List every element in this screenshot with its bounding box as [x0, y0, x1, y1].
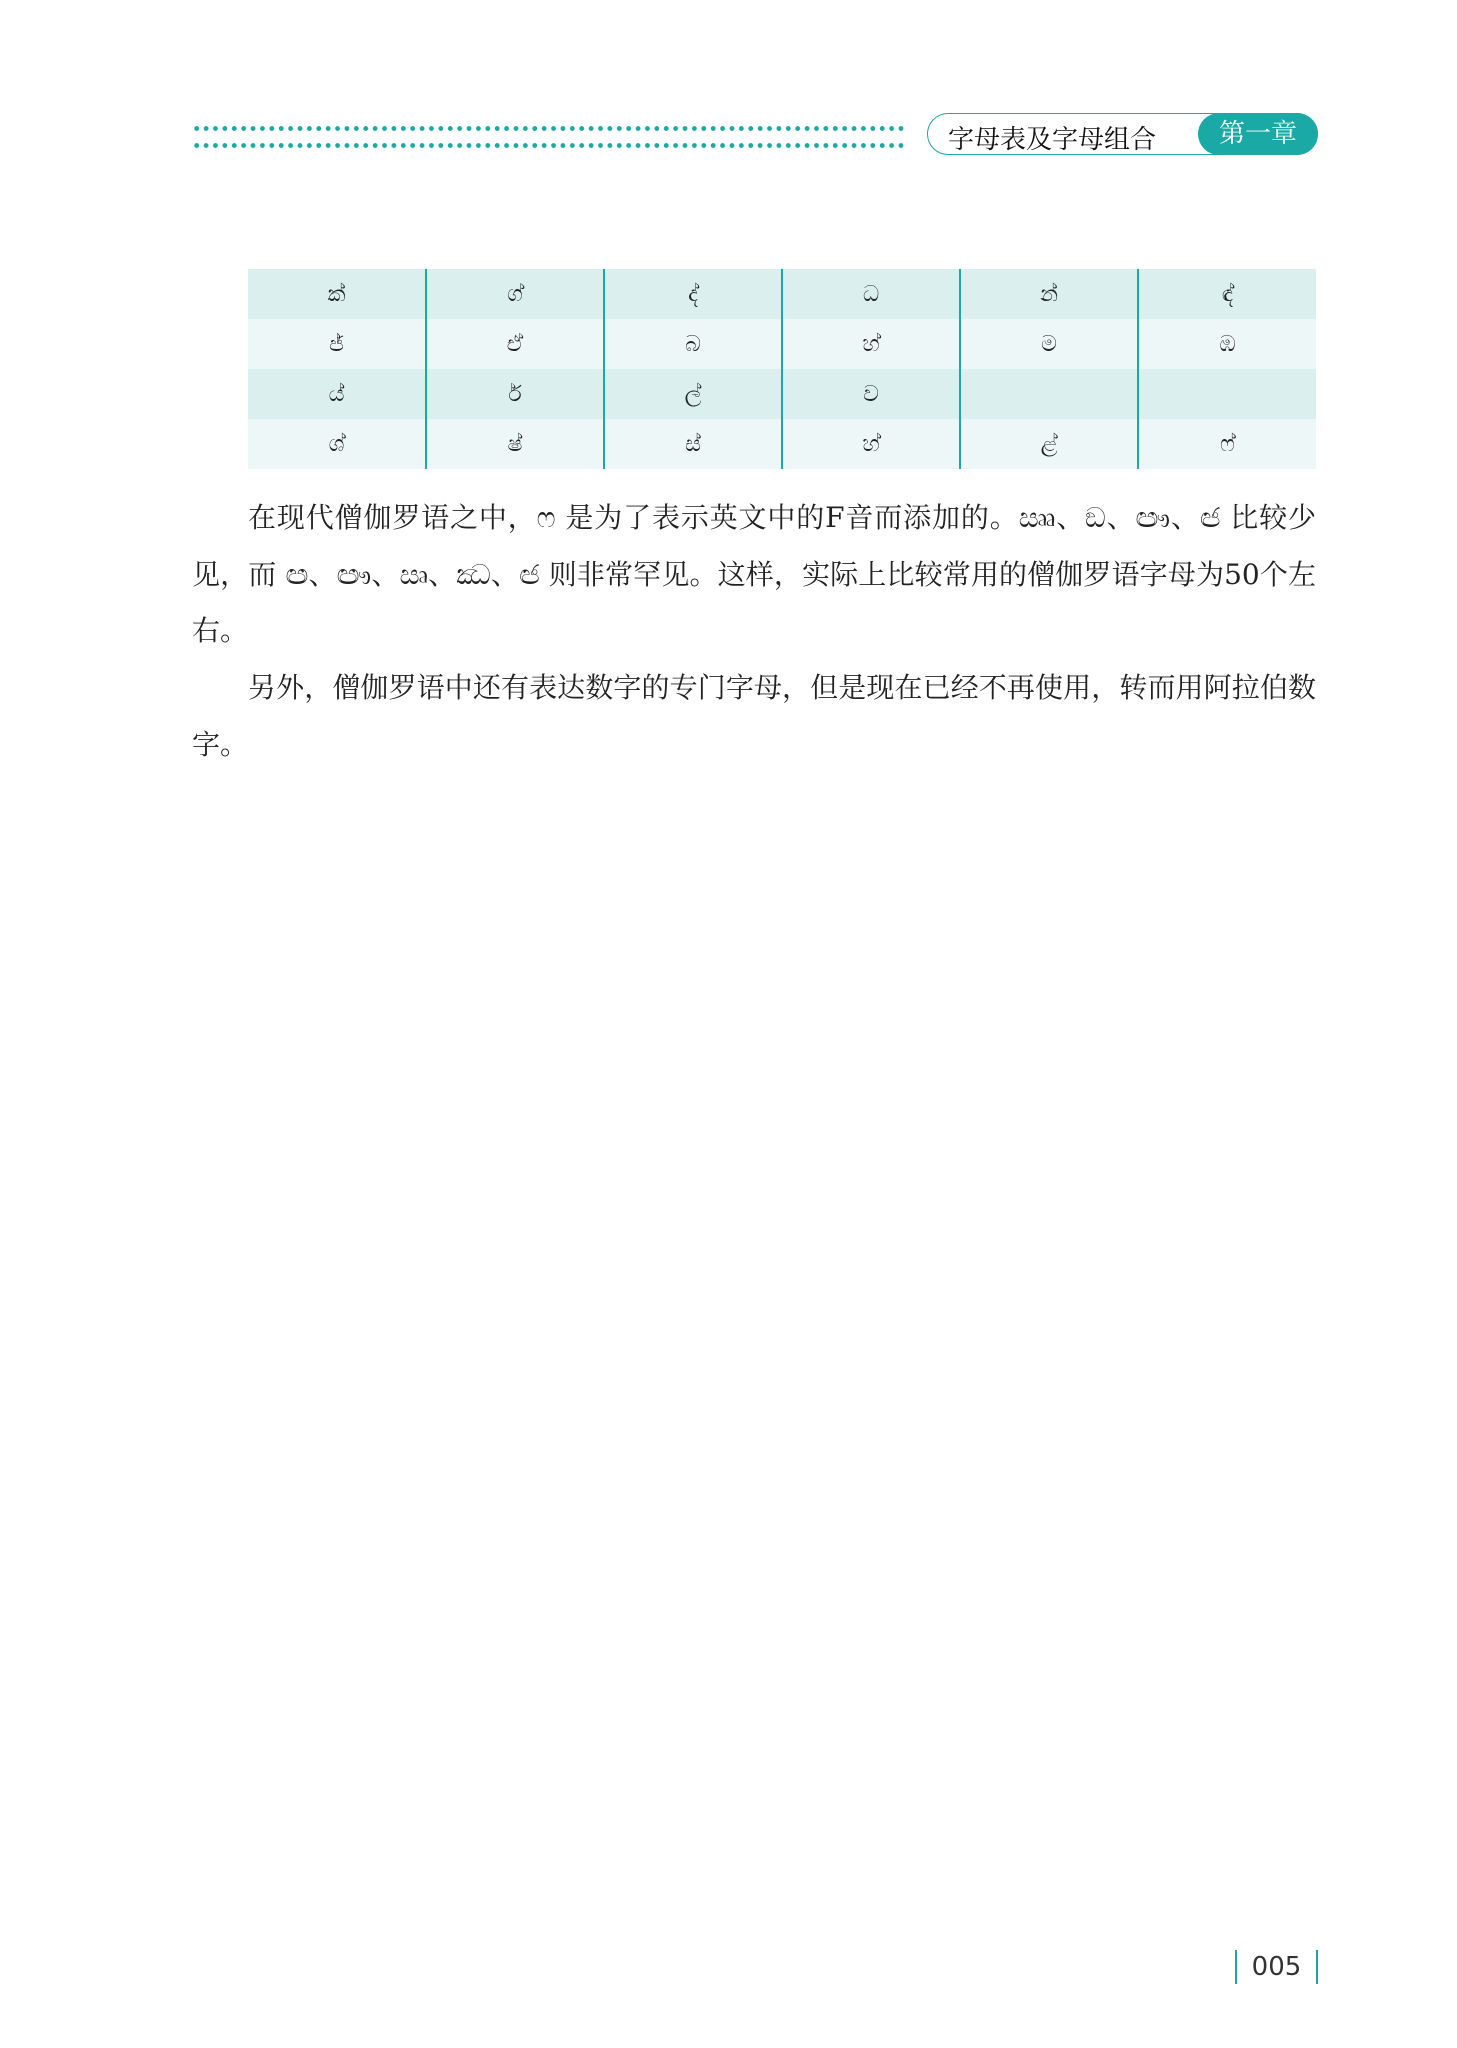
table-cell: ර් — [426, 369, 604, 419]
table-row — [248, 369, 1316, 419]
table-row — [248, 319, 1316, 369]
table-cell: ය් — [248, 369, 426, 419]
table-cell: ඹ — [1138, 319, 1316, 369]
table-cell: හ් — [782, 419, 960, 469]
table-cell: හ් — [782, 319, 960, 369]
table-cell: න් — [960, 269, 1138, 319]
table-cell: ල් — [604, 369, 782, 419]
table-cell: ම — [960, 319, 1138, 369]
table-cell: ඳ් — [1138, 269, 1316, 319]
table-cell: ෂ් — [426, 419, 604, 469]
page-number: 005 — [1235, 1950, 1318, 1984]
table-row — [248, 419, 1316, 469]
table-cell: ක් — [248, 269, 426, 319]
table-cell: ෆ් — [1138, 419, 1316, 469]
letter-table — [248, 269, 1316, 469]
table-cell: ඒ — [426, 319, 604, 369]
table-cell — [960, 369, 1138, 419]
table-cell: ධ — [782, 269, 960, 319]
header-dotted-line — [192, 126, 905, 131]
table-cell: බ — [604, 319, 782, 369]
table-cell — [1138, 369, 1316, 419]
table-cell: ද් — [604, 269, 782, 319]
table-row — [248, 269, 1316, 319]
header-dotted-line — [192, 143, 905, 148]
table-cell: ව — [782, 369, 960, 419]
section-title: 字母表及字母组合 — [948, 125, 1157, 155]
table-cell: ළ් — [960, 419, 1138, 469]
table-cell: ග් — [426, 269, 604, 319]
table-cell: ස් — [604, 419, 782, 469]
chapter-badge: 第一章 — [1198, 113, 1318, 155]
table-cell: ජ් — [248, 319, 426, 369]
table-cell: ශ් — [248, 419, 426, 469]
paragraph: 在现代僧伽罗语之中，ෆ 是为了表示英文中的F音而添加的。ඎ、ඞ、ඐ、ඦ 比较少见，而 ඏ、ඐ、ඍ、ඣ、ඦ 则非常罕见。这样，实际上比较常用的僧伽罗语字母为50个左右。 — [192, 501, 1316, 647]
section-header — [927, 113, 1318, 155]
paragraph: 另外，僧伽罗语中还有表达数字的专门字母，但是现在已经不再使用，转而用阿拉伯数字。 — [192, 671, 1316, 761]
